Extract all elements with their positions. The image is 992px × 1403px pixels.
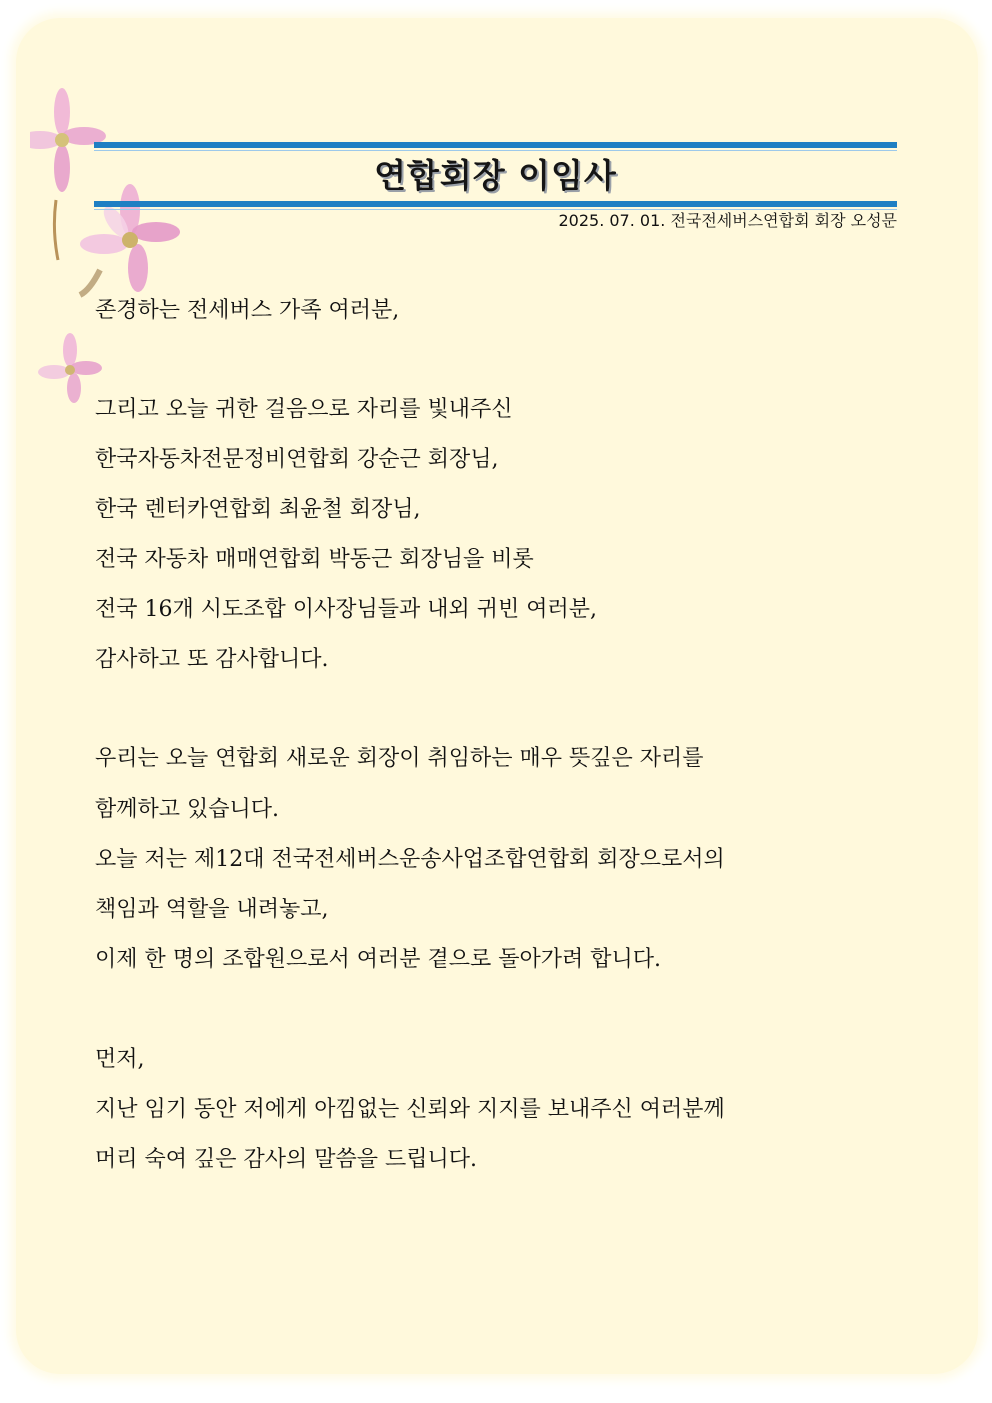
- body-line: 존경하는 전세버스 가족 여러분,: [95, 298, 400, 323]
- body-line: 먼저,: [95, 1047, 145, 1072]
- body-line: 지난 임기 동안 저에게 아낌없는 신뢰와 지지를 보내주신 여러분께: [95, 1097, 725, 1122]
- body-line: 오늘 저는 제12대 전국전세버스운송사업조합연합회 회장으로서의: [95, 847, 725, 872]
- body-line: 한국 렌터카연합회 최윤철 회장님,: [95, 497, 421, 522]
- body-line: 감사하고 또 감사합니다.: [95, 647, 329, 672]
- title-rule-top-thin: [94, 150, 897, 151]
- body-line: 한국자동차전문정비연합회 강순근 회장님,: [95, 447, 499, 472]
- body-line: 함께하고 있습니다.: [95, 797, 280, 822]
- byline: 2025. 07. 01. 전국전세버스연합회 회장 오성문: [558, 211, 897, 230]
- body-line: 그리고 오늘 귀한 걸음으로 자리를 빛내주신: [95, 397, 513, 422]
- body-line: 우리는 오늘 연합회 새로운 회장이 취임하는 매우 뜻깊은 자리를: [95, 746, 704, 771]
- flower-decoration-icon: [30, 85, 180, 425]
- body-line: 전국 16개 시도조합 이사장님들과 내외 귀빈 여러분,: [95, 597, 597, 622]
- body-line: 머리 숙여 깊은 감사의 말씀을 드립니다.: [95, 1147, 477, 1172]
- body-line: 전국 자동차 매매연합회 박동근 회장님을 비롯: [95, 547, 534, 572]
- body-line: 이제 한 명의 조합원으로서 여러분 곁으로 돌아가려 합니다.: [95, 947, 661, 972]
- document-title: 연합회장 이임사: [374, 156, 617, 195]
- title-rule-bottom: [94, 201, 897, 207]
- body-line: 책임과 역할을 내려놓고,: [95, 897, 329, 922]
- title-rule-top: [94, 142, 897, 148]
